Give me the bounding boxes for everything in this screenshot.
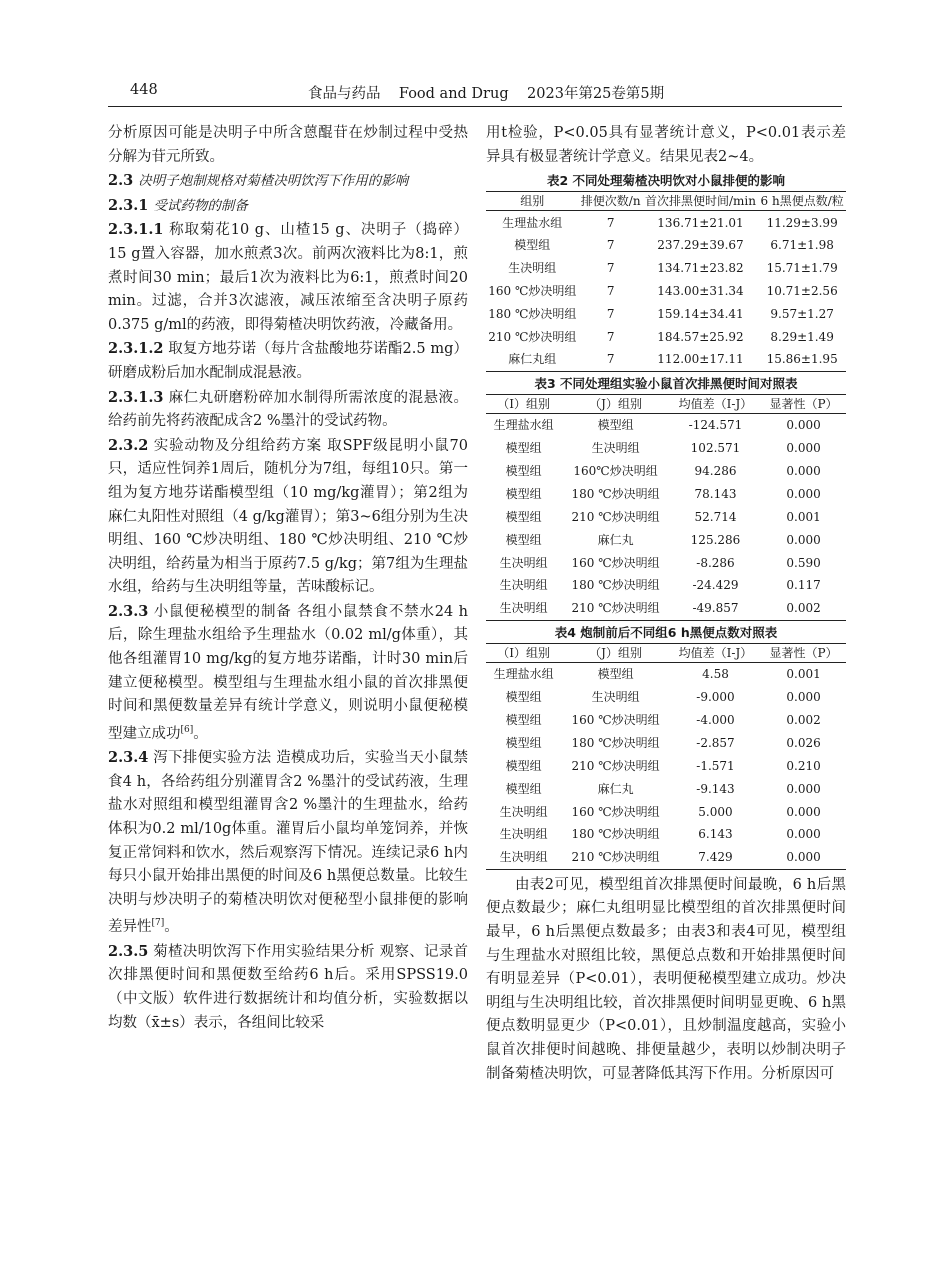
paragraph-intro: 分析原因可能是决明子中所含蒽醌苷在炒制过程中受热分解为苷元所致。 [108,125,468,165]
table-row [486,709,846,732]
table-cell: 160℃炒决明组 [573,463,658,478]
table-cell: 生决明组 [499,850,548,865]
table-cell: 模型组 [505,758,542,773]
paragraph-text: 称取菊花10 g、山楂15 g、决明子（捣碎）15 g置入容器，加水煎煮3次。前两次液料比为8:1，煎煮时间30 min；最后1次为液料比为6:1，煎煮时间20 min。过滤，合并3次滤液，减压浓缩至含决明子原药0.375 g/ml的药液，即得菊楂决明饮药液，冷藏备用。 [108,222,469,333]
column-header: （J）组别 [561,394,669,413]
page-header [108,80,842,107]
table-row [486,731,846,754]
column-header: （J）组别 [561,643,669,662]
table-cell: 136.71±21.01 [657,215,744,230]
paragraph-text: 麻仁丸研磨粉碎加水制得所需浓度的混悬液。给药前先将药液配成含2 %墨汁的受试药物。 [108,389,469,430]
paragraph-end: 。 [164,919,179,936]
table-row [486,211,846,234]
table-cell: 模型组 [597,418,634,433]
table-cell: 模型组 [505,441,542,456]
table-cell: 模型组 [505,532,542,547]
table-cell: 112.00±17.11 [657,352,744,367]
table-cell: 94.286 [694,463,737,478]
table-cell: -8.286 [696,555,735,570]
table-cell: 4.58 [702,667,729,682]
table-cell: 210 ℃炒决明组 [488,329,577,344]
table-cell: 模型组 [505,781,542,796]
table-cell: -49.857 [692,601,739,616]
paragraph-end: 。 [193,725,208,742]
table-cell: 0.002 [786,601,821,616]
citation-ref: [7] [151,918,165,929]
table-cell: 6.143 [698,827,733,842]
section-title: 决明子炮制规格对菊楂决明饮泻下作用的影响 [138,173,409,190]
table-cell: 模型组 [597,667,634,682]
left-column [108,122,468,1035]
table-cell: 8.29±1.49 [770,329,834,344]
table-cell: 180 ℃炒决明组 [571,578,660,593]
column-header: （I）组别 [486,643,561,662]
table-row [486,348,846,371]
table-row [486,528,846,551]
table-cell: 模型组 [514,238,551,253]
table-cell: 生决明组 [499,827,548,842]
table-cell: 15.71±1.79 [766,261,838,276]
table-cell: 0.000 [786,532,821,547]
table-cell: 0.000 [786,850,821,865]
table-cell: 模型组 [505,486,542,501]
table-cell: 5.000 [698,804,733,819]
table-row [486,800,846,823]
table-cell: 模型组 [505,463,542,478]
table-cell: 180 ℃炒决明组 [571,827,660,842]
paragraph-stats: 用t检验，P<0.05具有显著统计意义，P<0.01表示差异具有极显著统计学意义。结果见表2~4。 [486,125,846,165]
table-cell: 7 [606,329,615,344]
table-cell: 0.000 [786,463,821,478]
table-row [486,257,846,280]
table-body [486,211,846,372]
table-row [486,437,846,460]
table-row [486,234,846,257]
table-cell: 160 ℃炒决明组 [571,804,660,819]
column-header: 显著性（P） [761,643,846,662]
paragraph-text: 泻下排便实验方法 造模成功后，实验当天小鼠禁食4 h，各给药组分别灌胃含2 %墨汁的受试药液，生理盐水对照组和模型组灌胃含2 %墨汁的生理盐水，给药体积为0.2 ml/10g体重。灌胃后小鼠均单笼饲养，并恢复正常饲料和饮水，然后观察泻下情况。连续记录6 h内每只小鼠开始排出黑便的时间及6 h黑便总数量。比较生决明与炒决明子的菊楂决明饮对便秘型小鼠排便的影响差异性 [108,750,469,936]
table-cell: 生决明组 [499,804,548,819]
journal-info: 食品与药品 Food and Drug 2023年第25卷第5期 [308,86,665,102]
table-cell: 0.026 [786,735,821,750]
paragraph-text: 菊楂决明饮泻下作用实验结果分析 观察、记录首次排黑便时间和黑便数至给药6 h后。采用SPSS19.0（中文版）软件进行数据统计和均值分析，实验数据以均数（x̄±s）表示，各组间比较采 [108,943,469,1031]
table-cell: 0.000 [786,441,821,456]
table-3 [486,394,846,621]
table-cell: 52.714 [694,509,737,524]
table-cell: 0.000 [786,418,821,433]
table-row [486,325,846,348]
table-cell: 生理盐水组 [493,667,554,682]
paragraph-results: 由表2可见，模型组首次排黑便时间最晚，6 h后黑便点数最少；麻仁丸组明显比模型组的首次排黑便时间最早，6 h后黑便点数最多；由表3和表4可见，模型组与生理盐水对照组比较，黑便总点数和开始排黑便时间有明显差异（P<0.01），表明便秘模型建立成功。炒决明组与生决明组比较，首次排黑便时间明显更晚、6 h黑便点数明显更少（P<0.01），且炒制温度越高，实验小鼠首次排便时间越晚、排便量越少，表明以炒制决明子制备菊楂决明饮，可显著降低其泻下作用。分析原因可 [486,876,846,1082]
right-column [486,122,846,1086]
table-cell: 237.29±39.67 [657,238,744,253]
table-cell: 180 ℃炒决明组 [571,735,660,750]
citation-ref: [6] [180,724,194,735]
table-cell: 180 ℃炒决明组 [571,486,660,501]
table-cell: 7.429 [698,850,733,865]
table-cell: 0.001 [786,667,821,682]
table-cell: 210 ℃炒决明组 [571,758,660,773]
table-row [486,482,846,505]
column-header: 首次排黑便时间/min [643,192,759,211]
table-cell: 160 ℃炒决明组 [571,713,660,727]
table-cell: 模型组 [505,735,542,750]
table-cell: -9.000 [696,690,735,705]
table-3-caption: 表3 不同处理组实验小鼠首次排黑便时间对照表 [534,375,798,391]
section-heading-2-3-1 [108,194,468,219]
section-number: 2.3.1 [108,196,149,214]
table-cell: 0.001 [786,509,821,524]
table-cell: 0.000 [786,486,821,501]
table-row [486,662,846,685]
paragraph-text: 实验动物及分组给药方案 取SPF级昆明小鼠70只，适应性饲养1周后，随机分为7组，每组10只。第一组为复方地芬诺酯模型组（10 mg/kg灌胃）；第2组为麻仁丸阳性对照组（4 g/kg灌胃）；第3~6组分别为生决明组、160 ℃炒决明组、180 ℃炒决明组、210 ℃炒决明组，给药量为相当于原药7.5 g/kg；第7组为生理盐水组，给药与生决明组等量，苦味酸标记。 [108,437,469,596]
table-cell: 134.71±23.82 [657,261,744,276]
table-row [486,597,846,620]
table-cell: 0.210 [786,758,821,773]
table-cell: 143.00±31.34 [657,283,744,298]
paragraph-2-3-2 [108,434,468,600]
table-row [486,413,846,436]
table-cell: 0.000 [786,781,821,796]
section-title: 受试药物的制备 [153,197,248,214]
table-cell: 7 [606,283,615,298]
table-body [486,413,846,620]
paragraph-text: 小鼠便秘模型的制备 各组小鼠禁食不禁水24 h后，除生理盐水组给予生理盐水（0.02 ml/g体重），其他各组灌胃10 mg/kg的复方地芬诺酯，计时30 min后建立便秘模型。模型组与生理盐水组小鼠的首次排黑便时间和黑便数量差异有统计学意义，则说明小鼠便秘模型建立成功 [108,603,468,742]
section-heading-2-3 [108,169,468,194]
table-cell: 9.57±1.27 [770,306,834,321]
table-cell: 7 [606,238,615,253]
table-cell: -24.429 [692,578,739,593]
table-cell: 10.71±2.56 [766,283,838,298]
table-cell: 210 ℃炒决明组 [571,509,660,524]
table-cell: 生理盐水组 [493,418,554,433]
column-header: 均值差（I-J） [670,643,761,662]
section-number: 2.3 [108,172,134,190]
table-cell: 7 [606,215,615,230]
table-row [486,302,846,325]
table-header-row [486,394,846,413]
table-cell: 6.71±1.98 [770,238,834,253]
table-cell: 210 ℃炒决明组 [571,850,660,865]
table-row [486,823,846,846]
table-row [486,777,846,800]
table-cell: 麻仁丸 [597,532,634,547]
table-cell: 生决明组 [499,555,548,570]
table-2-caption: 表2 不同处理菊楂决明饮对小鼠排便的影响 [546,173,786,189]
table-4-caption: 表4 炮制前后不同组6 h黑便点数对照表 [554,624,778,640]
paragraph-2-3-4 [108,746,468,940]
section-number: 2.3.4 [108,749,149,767]
paragraph-2-3-1-2 [108,337,468,385]
table-cell: 78.143 [694,486,737,501]
table-cell: -1.571 [696,758,735,773]
table-cell: 7 [606,261,615,276]
column-header: 排便次数/n [579,192,643,211]
table-4 [486,643,846,870]
column-header: 均值差（I-J） [670,394,761,413]
table-cell: 0.000 [786,827,821,842]
table-cell: 0.117 [786,578,821,593]
table-cell: 模型组 [505,509,542,524]
table-cell: -9.143 [696,781,735,796]
table-cell: 生理盐水组 [502,215,563,230]
table-cell: 模型组 [505,713,542,727]
table-cell: 生决明组 [508,261,557,276]
table-2 [486,191,846,372]
table-cell: 210 ℃炒决明组 [571,601,660,616]
table-header-row [486,643,846,662]
table-cell: 生决明组 [499,578,548,593]
table-cell: 0.590 [786,555,821,570]
table-cell: 0.000 [786,804,821,819]
table-row [486,551,846,574]
table-cell: 生决明组 [591,690,640,705]
table-body [486,662,846,869]
table-cell: 麻仁丸组 [508,352,557,367]
section-number: 2.3.5 [108,942,149,960]
column-header: 显著性（P） [761,394,846,413]
table-cell: 160 ℃炒决明组 [571,555,660,570]
section-number: 2.3.3 [108,602,149,620]
column-header: 6 h黑便点数/粒 [758,192,846,211]
paragraph-text: 取复方地芬诺（每片含盐酸地芬诺酯2.5 mg）研磨成粉后加水配制成混悬液。 [108,341,468,381]
column-header: 组别 [486,192,579,211]
section-number: 2.3.1.2 [108,340,164,358]
table-cell: 7 [606,306,615,321]
table-cell: -124.571 [688,418,743,433]
table-header-row [486,192,846,211]
table-cell: 160 ℃炒决明组 [488,283,577,298]
table-cell: 7 [606,352,615,367]
table-cell: 麻仁丸 [597,781,634,796]
table-cell: 11.29±3.99 [766,215,838,230]
table-cell: 15.86±1.95 [766,352,838,367]
table-cell: 180 ℃炒决明组 [488,306,577,321]
table-cell: 159.14±34.41 [657,306,744,321]
table-cell: 125.286 [690,532,741,547]
table-row [486,280,846,303]
table-row [486,505,846,528]
page-number: 448 [130,82,158,98]
paragraph-2-3-1-3 [108,386,468,434]
column-header: （I）组别 [486,394,561,413]
table-cell: 0.000 [786,690,821,705]
table-row [486,460,846,483]
table-row [486,574,846,597]
table-cell: -4.000 [696,713,735,727]
table-cell: 模型组 [505,690,542,705]
table-cell: 0.002 [786,713,821,727]
paragraph-2-3-3 [108,600,468,746]
section-number: 2.3.1.3 [108,388,164,406]
table-cell: -2.857 [696,735,735,750]
table-cell: 184.57±25.92 [657,329,744,344]
section-number: 2.3.2 [108,436,149,454]
table-cell: 生决明组 [591,441,640,456]
table-row [486,754,846,777]
table-cell: 生决明组 [499,601,548,616]
section-number: 2.3.1.1 [108,221,164,239]
table-cell: 102.571 [690,441,741,456]
table-row [486,846,846,869]
paragraph-2-3-5 [108,940,468,1035]
paragraph-2-3-1-1 [108,218,468,337]
table-row [486,686,846,709]
